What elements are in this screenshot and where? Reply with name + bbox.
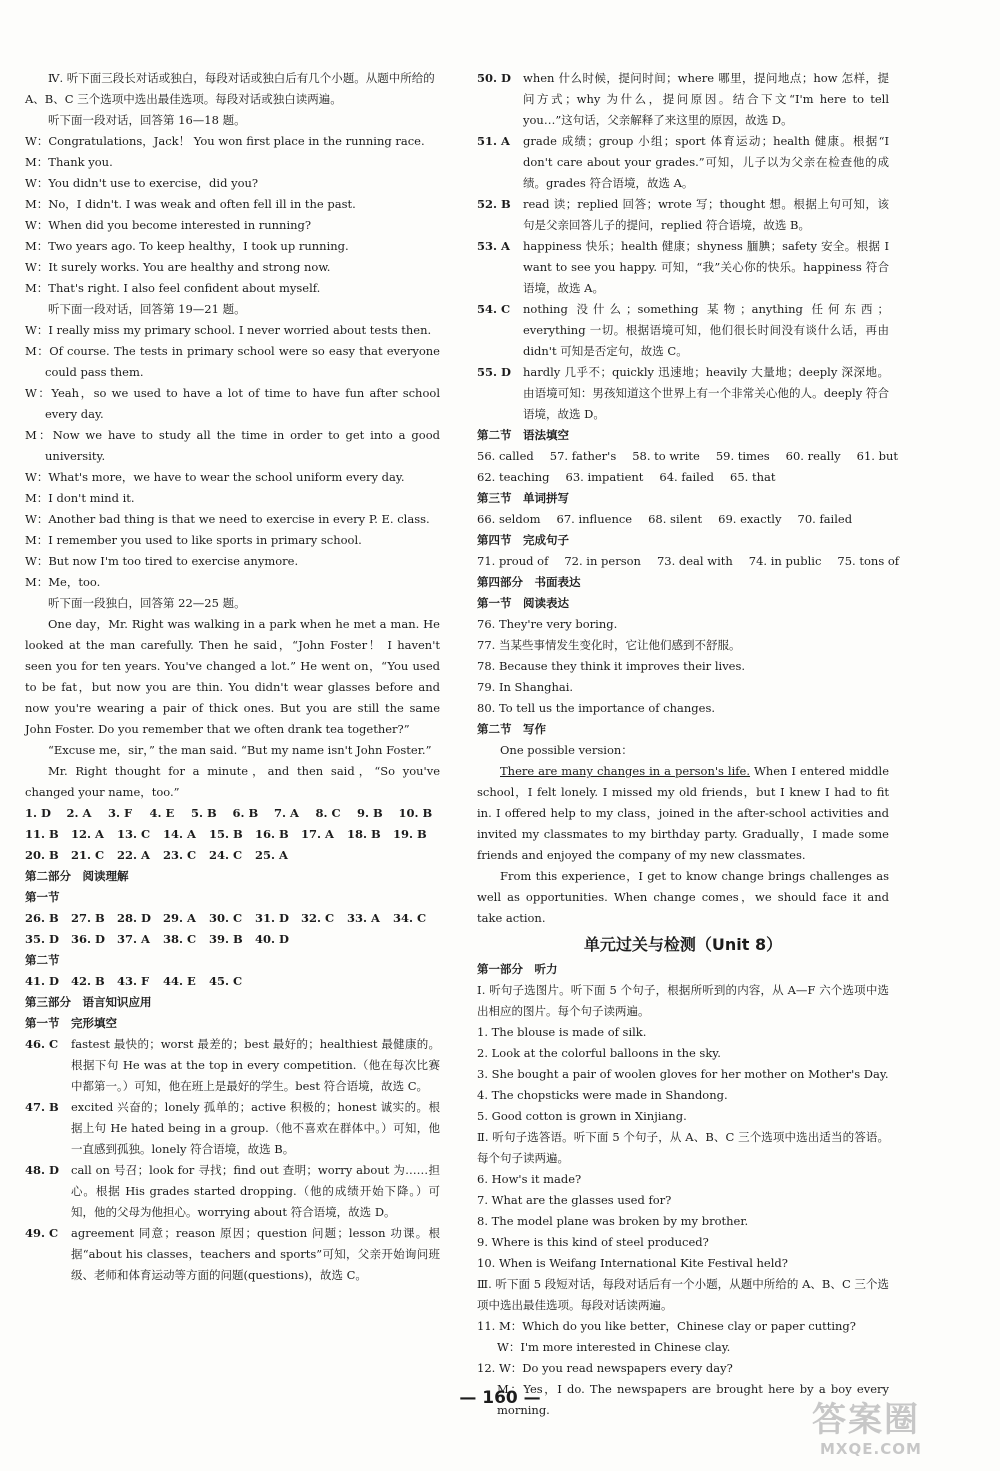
section-heading: 第四节 完成句子 — [477, 533, 569, 547]
page-number: — 160 — — [459, 1388, 541, 1408]
monologue-paragraph: One day，Mr. Right was walking in a park when he met a man. He looked at the man carefully. Then he said，“John Foster！ I haven't seen you for ten years. You've changed a lot.” He went on，“You used to be fat，but now you are thin. You didn't wear glasses before and now you're wearing a pair of thick ones. But you are still the same John Foster. Do you remember that we often drank tea together?” — [25, 617, 440, 736]
answer: 22. A — [117, 848, 150, 862]
section-heading: 第二节 — [25, 953, 60, 967]
answer: 74. in public — [748, 554, 822, 568]
answer: 24. C — [209, 848, 243, 862]
answer: 2. A — [66, 806, 92, 820]
item-explanation: when 什么时候，提问时间；where 哪里，提问地点；how 怎样，提问方式；why 为什么，提问原因。结合下文“I'm here to tell you…”这句话，父亲解释了来这里的原因，故选 D。 — [523, 71, 889, 127]
answer: 35. D — [25, 932, 59, 946]
item-explanation: fastest 最快的；worst 最差的；best 最好的；healthiest 最健康的。根据下句 He was at the top in every competition.（他在每次比赛中都第一。）可知，他在班上是最好的学生。best 符合语境，故选 C。 — [71, 1037, 440, 1093]
answer: 13. C — [117, 827, 151, 841]
topic-sentence: There are many changes in a person's life. — [500, 764, 751, 778]
answer: 3. F — [108, 806, 133, 820]
answer: 70. failed — [797, 512, 853, 526]
section-instructions: Ⅲ. 听下面 5 段短对话，每段对话后有一个小题，从题中所给的 A、B、C 三个选项中选出最佳选项。每段对话读两遍。 — [477, 1277, 889, 1312]
dialogue-line: W：But now I'm too tired to exercise anymore. — [25, 554, 299, 568]
listening-sentence: 10. When is Weifang International Kite Festival held? — [477, 1256, 788, 1270]
monologue-paragraph: Mr. Right thought for a minute，and then said，“So you've changed your name，too.” — [25, 764, 440, 799]
item-explanation: nothing 没什么；something 某物；anything 任何东西；everything 一切。根据语境可知，他们很长时间没有谈什么话，再由 didn't 可知是否定句，故选 C。 — [523, 302, 889, 358]
answer: 59. times — [715, 449, 770, 463]
listening-sentence: 3. She bought a pair of woolen gloves for her mother on Mother's Day. — [477, 1067, 889, 1081]
essay-text: When I entered middle school，I felt lonely. I missed my old friends，but I knew I had to fit in. I offered help to my class，joined in the after-school activities and invited my classmates to my birthday party. Gradually，I made some friends and enjoyed the company of my new classmates. — [477, 764, 890, 862]
dialogue-line: W：You didn't use to exercise，did you? — [25, 176, 259, 190]
answer-line — [477, 446, 898, 467]
dialogue-line: M：Of course. The tests in primary school were so easy that everyone could pass them. — [25, 344, 440, 379]
answer: 9. B — [357, 806, 383, 820]
section-instructions: Ⅱ. 听句子选答语。听下面 5 个句子，从 A、B、C 三个选项中选出适当的答语。每个句子读两遍。 — [477, 1130, 889, 1165]
answer: 44. E — [163, 974, 196, 988]
answer: 34. C — [393, 911, 427, 925]
explanation-item — [25, 1097, 440, 1160]
answer: 67. influence — [556, 512, 633, 526]
explanation-item — [477, 68, 889, 131]
answer: 16. B — [255, 827, 289, 841]
answer: 27. B — [71, 911, 105, 925]
answer-row — [25, 803, 440, 824]
item-explanation: call on 号召；look for 寻找；find out 查明；worry about 为……担心。根据 His grades started dropping.（他的成绩开始下降。）可知，他的父母为他担心。worrying about 符合语境，故选 D。 — [71, 1163, 440, 1219]
section-heading: 第二节 语法填空 — [477, 428, 569, 442]
explanation-item — [477, 194, 889, 236]
item-number: 55. D — [477, 365, 511, 379]
answer: 41. D — [25, 974, 59, 988]
reading-answer: 77. 当某些事情发生变化时，它让他们感到不舒服。 — [477, 638, 741, 652]
answer: 42. B — [71, 974, 105, 988]
monologue-prompt: 听下面一段独白，回答第 22—25 题。 — [48, 596, 246, 610]
explanation-item — [477, 131, 889, 194]
answer: 65. that — [730, 470, 776, 484]
answer: 4. E — [149, 806, 175, 820]
answer: 15. B — [209, 827, 243, 841]
section-heading: 第三节 单词拼写 — [477, 491, 569, 505]
dialogue-2 — [25, 320, 440, 593]
answer: 57. father's — [549, 449, 617, 463]
dialogue-line: M：That's right. I also feel confident about myself. — [25, 281, 321, 295]
answer: 61. but — [856, 449, 898, 463]
item-explanation: read 读；replied 回答；wrote 写；thought 想。根据上句可知，该句是父亲回答儿子的提问，replied 符合语境，故选 B。 — [523, 197, 889, 232]
reading-answer: 78. Because they think it improves their lives. — [477, 659, 746, 673]
dialogue-line: 12. W：Do you read newspapers every day? — [477, 1361, 733, 1375]
item-number: 51. A — [477, 134, 510, 148]
answer: 11. B — [25, 827, 59, 841]
answer: 39. B — [209, 932, 243, 946]
answer: 5. B — [191, 806, 217, 820]
explanation-item — [25, 1223, 440, 1286]
answer: 33. A — [347, 911, 380, 925]
answer: 36. D — [71, 932, 105, 946]
essay-label: One possible version： — [500, 743, 633, 757]
dialogue-line: 11. M：Which do you like better，Chinese clay or paper cutting? — [477, 1319, 856, 1333]
answer: 19. B — [393, 827, 427, 841]
item-number: 47. B — [25, 1100, 59, 1114]
dialogue-line: M：Thank you. — [25, 155, 113, 169]
dialogue-line: M：I don't mind it. — [25, 491, 135, 505]
essay-paragraph: From this experience，I get to know change brings challenges as well as opportunities. When change comes，we should face it and take action. — [477, 869, 889, 925]
item-number: 53. A — [477, 239, 510, 253]
item-explanation: happiness 快乐；health 健康；shyness 腼腆；safety 安全。根据 I want to see you happy. 可知，“我”关心你的快乐。happiness 符合语境，故选 A。 — [523, 239, 889, 295]
answer: 32. C — [301, 911, 335, 925]
listening-sentence: 4. The chopsticks were made in Shandong. — [477, 1088, 728, 1102]
section-heading: 第二节 写作 — [477, 722, 546, 736]
answer: 66. seldom — [477, 512, 541, 526]
dialogue-line: M：Me，too. — [25, 575, 101, 589]
answer: 18. B — [347, 827, 381, 841]
dialogue-line: M：I remember you used to like sports in primary school. — [25, 533, 362, 547]
listening-sentence: 1. The blouse is made of silk. — [477, 1025, 647, 1039]
answer-row — [25, 971, 440, 992]
unit-title: 单元过关与检测（Unit 8） — [583, 935, 783, 954]
item-number: 50. D — [477, 71, 511, 85]
answer: 62. teaching — [477, 470, 550, 484]
answer: 6. B — [232, 806, 259, 820]
answer: 8. C — [315, 806, 341, 820]
answer: 26. B — [25, 911, 59, 925]
listening-sentence: 6. How's it made? — [477, 1172, 582, 1186]
dialogue-prompt: 听下面一段对话，回答第 19—21 题。 — [48, 302, 246, 316]
item-explanation: grade 成绩；group 小组；sport 体育运动；health 健康。根据“I don't care about your grades.”可知，儿子以为父亲在检查他的成绩。grades 符合语境，故选 A。 — [523, 134, 889, 190]
item-explanation: excited 兴奋的；lonely 孤单的；active 积极的；honest 诚实的。根据上句 He hated being in a group.（他不喜欢在群体中。）可知，他一直感到孤独。lonely 符合语境，故选 B。 — [71, 1100, 440, 1156]
answer: 69. exactly — [718, 512, 782, 526]
answer: 58. to write — [632, 449, 700, 463]
dialogue-line: W：Congratulations，Jack！ You won first place in the running race. — [25, 134, 425, 148]
explanation-item — [25, 1160, 440, 1223]
answer-line — [477, 467, 889, 488]
section-instructions: Ⅳ. 听下面三段长对话或独白，每段对话或独白后有几个小题。从题中所给的 A、B、C 三个选项中选出最佳选项。每段对话或独白读两遍。 — [25, 71, 435, 106]
answer: 43. F — [117, 974, 150, 988]
answer-row — [25, 845, 440, 866]
answer: 40. D — [255, 932, 289, 946]
answer: 37. A — [117, 932, 150, 946]
explanation-item — [25, 1034, 440, 1097]
part-heading: 第二部分 阅读理解 — [25, 869, 129, 883]
reading-answer: 76. They're very boring. — [477, 617, 618, 631]
dialogue-line: M：No，I didn't. I was weak and often fell ill in the past. — [25, 197, 356, 211]
dialogue-line: M：Two years ago. To keep healthy，I took up running. — [25, 239, 349, 253]
item-number: 46. C — [25, 1037, 59, 1051]
watermark-url: MXQE.COM — [820, 1440, 922, 1458]
answer-row — [25, 824, 440, 845]
reading-answer: 79. In Shanghai. — [477, 680, 574, 694]
answer: 73. deal with — [656, 554, 733, 568]
answer: 12. A — [71, 827, 104, 841]
answer-row — [25, 908, 440, 929]
answer: 72. in person — [564, 554, 641, 568]
explanation-item — [477, 236, 889, 299]
dialogue-line: M：Now we have to study all the time in order to get into a good university. — [25, 428, 440, 463]
item-number: 48. D — [25, 1163, 59, 1177]
answer-line — [477, 551, 900, 572]
answer: 45. C — [209, 974, 243, 988]
answer: 63. impatient — [565, 470, 644, 484]
listening-sentence: 7. What are the glasses used for? — [477, 1193, 672, 1207]
dialogue-line: W：What's more，we have to wear the school uniform every day. — [25, 470, 405, 484]
section-heading: 第一节 完形填空 — [25, 1016, 117, 1030]
answer: 10. B — [398, 806, 433, 820]
listening-sentence: 2. Look at the colorful balloons in the sky. — [477, 1046, 721, 1060]
dialogue-line: W：When did you become interested in running? — [25, 218, 312, 232]
dialogue-1 — [25, 131, 440, 299]
dialogue-line: M：Yes，I do. The newspapers are brought here by a boy every morning. — [497, 1382, 889, 1417]
listening-sentence: 9. Where is this kind of steel produced? — [477, 1235, 709, 1249]
explanation-item — [477, 299, 889, 362]
reading-answer: 80. To tell us the importance of changes. — [477, 701, 716, 715]
dialogue-line: W：Yeah，so we used to have a lot of time to have fun after school every day. — [25, 386, 440, 421]
item-number: 49. C — [25, 1226, 59, 1240]
answer: 68. silent — [648, 512, 703, 526]
dialogue-line: W：It surely works. You are healthy and strong now. — [25, 260, 331, 274]
part-heading: 第一部分 听力 — [477, 962, 558, 976]
section-heading: 第一节 — [25, 890, 60, 904]
part-heading: 第四部分 书面表达 — [477, 575, 581, 589]
watermark-logo-text: 答案圈 — [812, 1400, 920, 1440]
dialogue-prompt: 听下面一段对话，回答第 16—18 题。 — [48, 113, 246, 127]
answer: 29. A — [163, 911, 196, 925]
item-explanation: hardly 几乎不；quickly 迅速地；heavily 大量地；deeply 深深地。由语境可知：男孩知道这个世界上有一个非常关心他的人。deeply 符合语境，故选 D。 — [523, 365, 889, 421]
dialogue-line: W：Another bad thing is that we need to exercise in every P. E. class. — [25, 512, 430, 526]
listening-sentence: 5. Good cotton is grown in Xinjiang. — [477, 1109, 687, 1123]
answer: 28. D — [117, 911, 151, 925]
site-watermark — [812, 1400, 992, 1470]
dialogue-line: W：I really miss my primary school. I never worried about tests then. — [25, 323, 432, 337]
item-explanation: agreement 同意；reason 原因；question 问题；lesson 功课。根据“about his classes，teachers and sports”可知，父亲开始询问班级、老师和体育运动等方面的问题(questions)，故选 C。 — [71, 1226, 440, 1282]
item-number: 54. C — [477, 302, 511, 316]
dialogue-line: W：I'm more interested in Chinese clay. — [497, 1340, 731, 1354]
answer: 25. A — [255, 848, 288, 862]
answer-row — [25, 929, 440, 950]
explanation-item — [477, 362, 889, 425]
section-instructions: Ⅰ. 听句子选图片。听下面 5 个句子，根据所听到的内容，从 A—F 六个选项中选出相应的图片。每个句子读两遍。 — [477, 983, 889, 1018]
left-column — [25, 68, 440, 1286]
part-heading: 第三部分 语言知识应用 — [25, 995, 152, 1009]
answer: 64. failed — [659, 470, 715, 484]
monologue-paragraph: “Excuse me，sir，” the man said. “But my name isn't John Foster.” — [48, 743, 432, 757]
item-number: 52. B — [477, 197, 511, 211]
answer: 60. really — [785, 449, 841, 463]
right-column — [477, 68, 900, 1421]
essay-paragraph — [477, 761, 889, 866]
answer: 75. tons of — [837, 554, 900, 568]
listening-sentence: 8. The model plane was broken by my brother. — [477, 1214, 749, 1228]
answer: 7. A — [274, 806, 299, 820]
answer-line — [477, 509, 889, 530]
section-heading: 第一节 阅读表达 — [477, 596, 569, 610]
answer: 23. C — [163, 848, 197, 862]
answer: 56. called — [477, 449, 534, 463]
answer: 38. C — [163, 932, 197, 946]
answer: 17. A — [301, 827, 334, 841]
answer: 14. A — [163, 827, 196, 841]
answer: 20. B — [25, 848, 59, 862]
answer: 30. C — [209, 911, 243, 925]
answer: 71. proud of — [477, 554, 549, 568]
answer: 1. D — [25, 806, 51, 820]
answer: 21. C — [71, 848, 105, 862]
answer: 31. D — [255, 911, 289, 925]
